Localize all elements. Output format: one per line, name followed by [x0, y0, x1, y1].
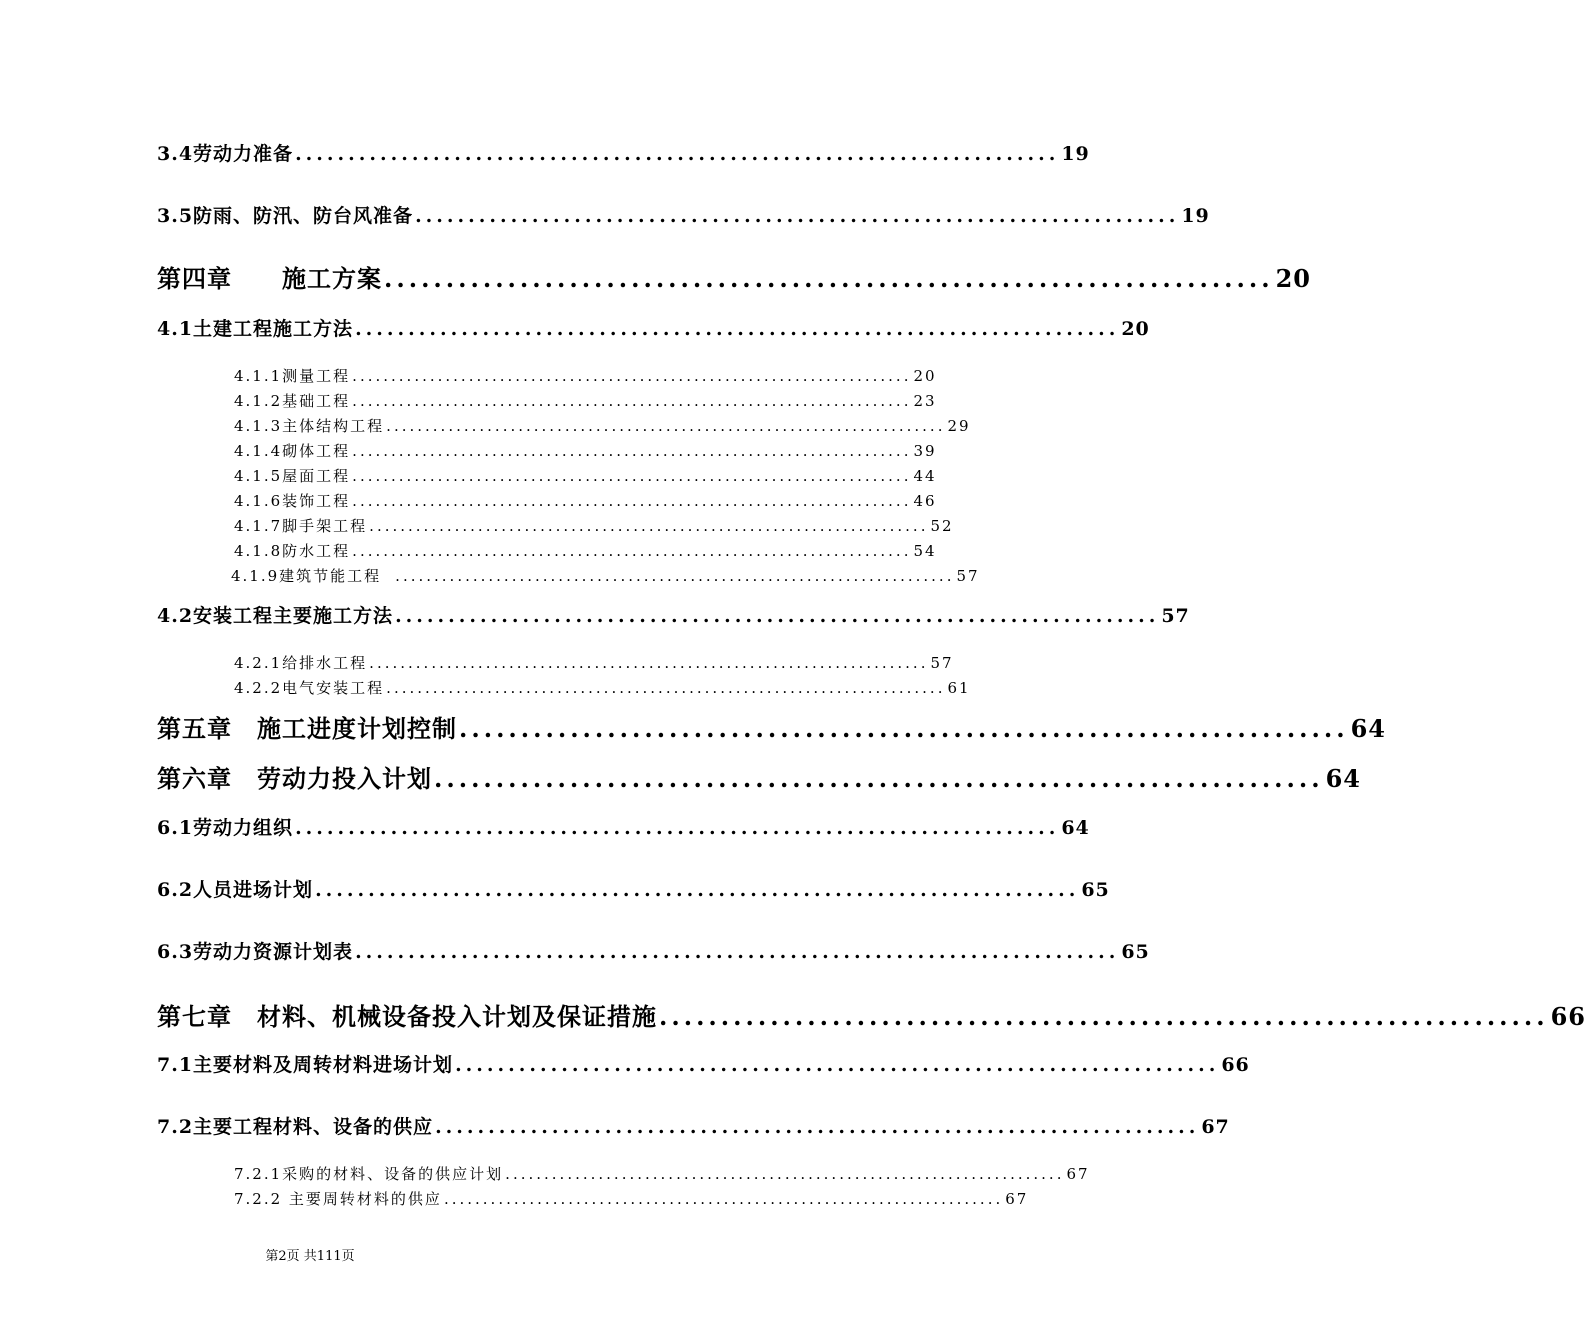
toc-leader-dots: ........................................................................ [295, 817, 1060, 839]
toc-entry-title: 3.4劳动力准备 [157, 143, 294, 165]
toc-entry-page: 66 [1550, 1002, 1586, 1031]
toc-entry-page: 20 [913, 367, 937, 385]
toc-entry-title: 6.2人员进场计划 [157, 879, 314, 901]
toc-leader-dots: ........................................................................ [355, 941, 1120, 963]
toc-entry-title: 4.1土建工程施工方法 [157, 318, 354, 340]
toc-leader-dots: ........................................................................ [415, 205, 1180, 227]
toc-entry-title: 6.3劳动力资源计划表 [157, 941, 354, 963]
toc-entry[interactable] [157, 759, 1361, 794]
toc-entry-title: 4.1.9建筑节能工程 [231, 567, 382, 585]
toc-entry[interactable] [234, 515, 954, 536]
toc-entry-page: 19 [1181, 205, 1210, 227]
toc-entry-title: 4.1.1测量工程 [234, 367, 351, 385]
toc-entry[interactable] [157, 259, 1311, 294]
toc-entry-page: 66 [1221, 1054, 1250, 1076]
toc-entry[interactable] [157, 937, 1150, 964]
toc-entry-page: 39 [913, 442, 937, 460]
toc-entry-page: 67 [1201, 1116, 1230, 1138]
toc-leader-dots: ........................................................................ [352, 392, 912, 410]
toc-entry-page: 65 [1081, 879, 1110, 901]
toc-entry[interactable] [234, 465, 937, 486]
toc-entry[interactable] [157, 1112, 1230, 1139]
toc-entry[interactable] [234, 440, 937, 461]
toc-entry[interactable] [157, 139, 1090, 166]
toc-entry-page: 64 [1350, 714, 1386, 743]
toc-leader-dots: ........................................................................ [352, 467, 912, 485]
toc-entry-title: 4.1.8防水工程 [234, 542, 351, 560]
toc-entry[interactable] [234, 540, 937, 561]
toc-entry-title: 7.2主要工程材料、设备的供应 [157, 1116, 434, 1138]
toc-entry-title: 4.1.6装饰工程 [234, 492, 351, 510]
toc-entry[interactable] [157, 601, 1190, 628]
toc-leader-dots: ........................................................................ [369, 517, 929, 535]
toc-entry[interactable] [234, 490, 937, 511]
toc-entry-page: 23 [913, 392, 937, 410]
toc-entry[interactable] [157, 997, 1586, 1032]
toc-entry-page: 54 [913, 542, 937, 560]
toc-entry-page: 67 [1066, 1165, 1090, 1183]
toc-entry-page: 46 [913, 492, 937, 510]
toc-leader-dots: ........................................................................ [355, 318, 1120, 340]
toc-leader-dots: ........................................................................ [395, 567, 955, 585]
toc-entry-page: 19 [1061, 143, 1090, 165]
toc-entry[interactable] [157, 875, 1110, 902]
toc-entry[interactable] [234, 1188, 1029, 1209]
toc-entry-title: 6.1劳动力组织 [157, 817, 294, 839]
toc-leader-dots: ........................................................................ [443, 1190, 1004, 1208]
toc-entry[interactable] [234, 677, 971, 698]
toc-leader-dots: ........................................................................ [435, 1116, 1200, 1138]
toc-leader-dots: ........................................................................ [295, 143, 1060, 165]
toc-entry[interactable] [231, 565, 980, 586]
toc-entry-title: 7.2.1采购的材料、设备的供应计划 [234, 1165, 504, 1183]
toc-entry-title: 4.1.3主体结构工程 [234, 417, 385, 435]
toc-entry[interactable] [234, 390, 937, 411]
toc-entry-title: 7.1主要材料及周转材料进场计划 [157, 1054, 454, 1076]
toc-entry-title: 4.1.4砌体工程 [234, 442, 351, 460]
toc-entry-page: 20 [1121, 318, 1150, 340]
toc-entry-page: 67 [1005, 1190, 1029, 1208]
toc-leader-dots: ........................................................................ [395, 605, 1160, 627]
toc-entry[interactable] [234, 365, 937, 386]
toc-leader-dots: ........................................................................ [386, 679, 946, 697]
toc-entry-title: 4.2.2电气安装工程 [234, 679, 385, 697]
toc-leader-dots: ........................................................................ [352, 542, 912, 560]
toc-leader-dots: ........................................................................ [352, 492, 912, 510]
toc-entry-title: 4.1.7脚手架工程 [234, 517, 368, 535]
toc-entry-title: 7.2.2 主要周转材料的供应 [234, 1190, 442, 1208]
toc-entry[interactable] [234, 652, 954, 673]
toc-entry-page: 44 [913, 467, 937, 485]
toc-entry-title: 4.1.5屋面工程 [234, 467, 351, 485]
toc-leader-dots: ........................................................................ [352, 442, 912, 460]
toc-leader-dots: ........................................................................ [455, 1054, 1220, 1076]
toc-entry[interactable] [157, 709, 1386, 744]
toc-entry-title: 4.2.1给排水工程 [234, 654, 368, 672]
toc-entry-page: 57 [930, 654, 954, 672]
toc-entry[interactable] [157, 1050, 1250, 1077]
toc-leader-dots: ........................................................................ [386, 417, 946, 435]
toc-entry-title: 4.2安装工程主要施工方法 [157, 605, 394, 627]
toc-entry[interactable] [234, 1163, 1090, 1184]
toc-leader-dots: ........................................................................ [369, 654, 929, 672]
toc-entry-page: 57 [956, 567, 980, 585]
toc-entry-page: 29 [947, 417, 971, 435]
toc-entry[interactable] [157, 201, 1210, 228]
toc-entry-title: 第五章 施工进度计划控制 [157, 714, 457, 743]
toc-leader-dots: ........................................................................ [505, 1165, 1065, 1183]
toc-entry-page: 57 [1161, 605, 1190, 627]
toc-leader-dots: ........................................................................ [352, 367, 912, 385]
toc-entry-title: 4.1.2基础工程 [234, 392, 351, 410]
toc-entry[interactable] [157, 813, 1090, 840]
toc-entry-page: 52 [930, 517, 954, 535]
toc-entry-title: 第七章 材料、机械设备投入计划及保证措施 [157, 1002, 657, 1031]
toc-entry-page: 64 [1325, 764, 1361, 793]
toc-entry-page: 61 [947, 679, 971, 697]
toc-entry-page: 20 [1275, 264, 1311, 293]
toc-leader-dots: ........................................................................ [384, 264, 1274, 293]
toc-entry-title: 第六章 劳动力投入计划 [157, 764, 432, 793]
toc-entry[interactable] [234, 415, 971, 436]
toc-leader-dots: ........................................................................ [315, 879, 1080, 901]
page-footer: 第2页 共111页 [265, 1249, 355, 1264]
toc-leader-dots: ........................................................................ [659, 1002, 1549, 1031]
toc-entry-title: 3.5防雨、防汛、防台风准备 [157, 205, 414, 227]
toc-leader-dots: ........................................................................ [434, 764, 1324, 793]
toc-leader-dots: ........................................................................ [459, 714, 1349, 743]
toc-entry-title: 第四章 施工方案 [157, 264, 382, 293]
toc-entry-page: 64 [1061, 817, 1090, 839]
toc-entry-page: 65 [1121, 941, 1150, 963]
toc-entry[interactable] [157, 314, 1150, 341]
